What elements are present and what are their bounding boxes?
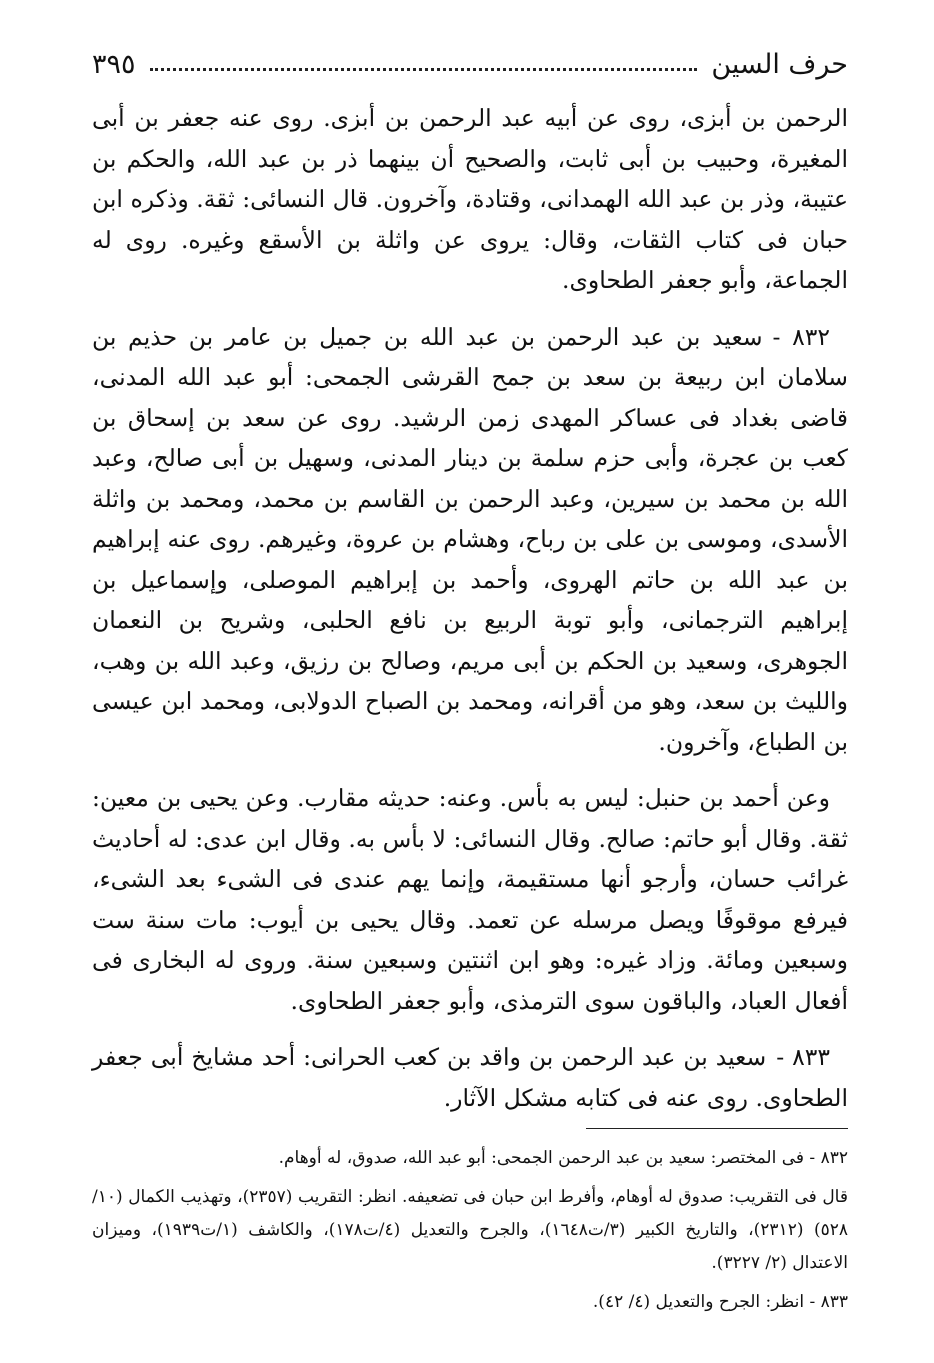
entry-number: ٨٣٢ - <box>772 322 830 351</box>
footnote-833: ٨٣٣ - انظر: الجرح والتعديل (٤/ ٤٢). <box>592 1292 848 1312</box>
chapter-title: حرف السين <box>711 48 848 80</box>
dotted-leader <box>150 68 698 71</box>
entry-number: ٨٣٣ - <box>776 1043 830 1071</box>
footnotes <box>92 1142 848 1325</box>
footnote-separator <box>586 1128 848 1129</box>
entry-text: سعيد بن عبد الرحمن بن عبد الله بن جميل بن عامر بن حذيم بن سلامان ابن ربيعة بن سعد بن جمح القرشى الجمحى: أبو عبد الله المدنى، قاضى بغداد فى عساكر المهدى زمن الرشيد. روى عن سعد بن إسحاق بن كعب بن عجرة، وأبى حزم سلمة بن دينار المدنى، وسهيل بن أبى صالح، وعبد الله بن محمد بن سيرين، وعبد الرحمن بن القاسم بن محمد، ومحمد بن واثلة الأسدى، وموسى بن على بن رباح، وهشام بن عروة، وغيرهم. روى عنه إبراهيم بن عبد الله بن حاتم الهروى، وأحمد بن إبراهيم الموصلى، وإسماعيل بن إبراهيم الترجمانى، وأبو توبة الربيع بن نافع الحلبى، وشريح بن النعمان الجوهرى، وسعيد بن الحكم بن أبى مريم، وصالح بن رزيق، وعبد الله بن وهب، والليث بن سعد، وهو من أقرانه، ومحمد بن الصباح الدولابى، ومحمد ابن عيسى بن الطباع، وآخرون. <box>92 322 848 756</box>
entry-text: سعيد بن عبد الرحمن بن واقد بن كعب الحرانى: أحد مشايخ أبى جعفر الطحاوى. روى عنه فى كتابه مشكل الآثار. <box>92 1043 848 1112</box>
entry-833 <box>92 1037 848 1118</box>
entry-832 <box>92 317 848 763</box>
footnote-832-summary: ٨٣٢ - فى المختصر: سعيد بن عبد الرحمن الجمحى: أبو عبد الله، صدوق، له أوهام. <box>278 1148 848 1168</box>
footnote-832-references: قال فى التقريب: صدوق له أوهام، وأفرط ابن حبان فى تضعيفه. انظر: التقريب (٢٣٥٧)، وتهذيب الكمال (١٠/ ٥٢٨) (٢٣١٢)، والتاريخ الكبير (٣/ت١٦٤٨)، والجرح والتعديل (٤/ت١٧٨)، والكاشف (١/ت١٩٣٩)، وميزان الاعتدال (٢/ ٣٢٢٧). <box>92 1187 849 1273</box>
running-header <box>92 44 848 84</box>
paragraph-evaluation: وعن أحمد بن حنبل: ليس به بأس. وعنه: حديثه مقارب. وعن يحيى بن معين: ثقة. وقال أبو حاتم: صالح. وقال النسائى: لا بأس به. وقال ابن عدى: له أحاديث غرائب حسان، وأرجو أنها مستقيمة، وإنما يهم عندى فى الشىء بعد الشىء، فيرفع موقوفًا ويصل مرسله عن تعمد. وقال يحيى بن أيوب: مات سنة ست وسبعين ومائة. وزاد غيره: وهو ابن اثنتين وسبعين سنة. وروى له البخارى فى أفعال العباد، والباقون سوى الترمذى، وأبو جعفر الطحاوى. <box>92 784 848 1015</box>
paragraph-continuation: الرحمن بن أبزى، روى عن أبيه عبد الرحمن بن أبزى. روى عنه جعفر بن أبى المغيرة، وحبيب بن أبى ثابت، والصحيح أن بينهما ذر بن عبد الله، والحكم بن عتيبة، وذر بن عبد الله الهمدانى، وقتادة، وآخرون. قال النسائى: ثقة. وذكره ابن حبان فى كتاب الثقات، وقال: يروى عن واثلة بن الأسقع وغيره. روى له الجماعة، وأبو جعفر الطحاوى. <box>92 104 848 294</box>
page-number: ٣٩٥ <box>92 48 136 80</box>
main-text <box>92 98 848 1134</box>
